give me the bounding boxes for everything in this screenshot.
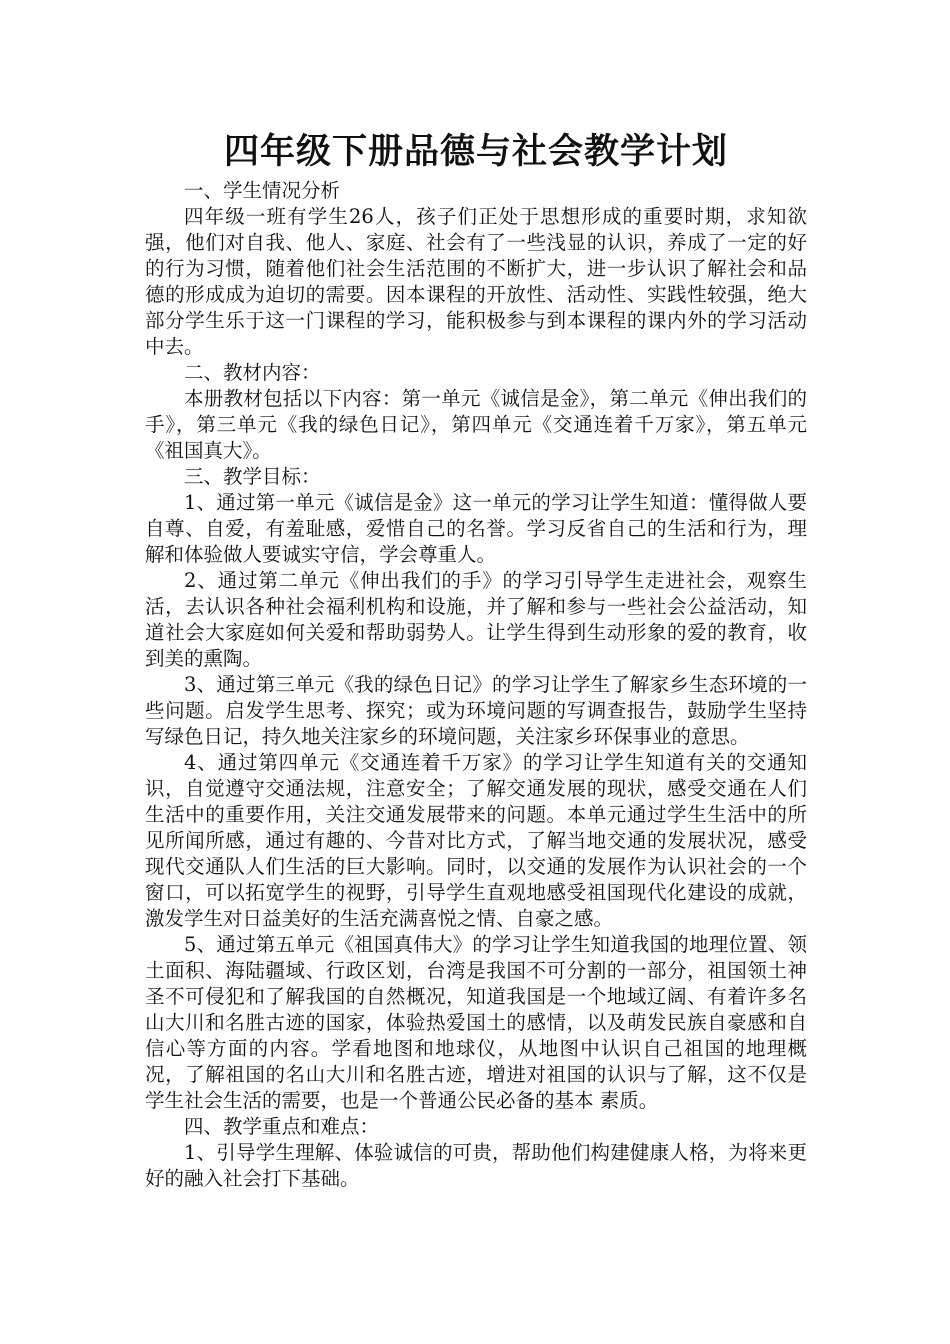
paragraph-goal-4: 4、通过第四单元《交通连着千万家》的学习让学生知道有关的交通知识，自觉遵守交通法规，注意安全；了解交通发展的现状，感受交通在人们生活中的重要作用，关注交通发展带来的问题。本单元通过学生生活中的所见所闻所感，通过有趣的、今昔对比方式，了解当地交通的发展状况，感受现代交通队人们生活的巨大影响。同时，以交通的发展作为认识社会的一个窗口，可以拓宽学生的视野，引导学生直观地感受祖国现代化建设的成就，激发学生对日益美好的生活充满喜悦之情、自豪之感。 [145, 751, 807, 930]
section-heading-teaching-goals: 三、教学目标： [184, 465, 321, 488]
document-title: 四年级下册品德与社会教学计划 [223, 131, 728, 172]
document-page [145, 128, 807, 1192]
paragraph-goal-2: 2、通过第二单元《伸出我们的手》的学习引导学生走进社会，观察生活，去认识各种社会福利机构和设施，并了解和参与一些社会公益活动，知道社会大家庭如何关爱和帮助弱势人。让学生得到生动形象的爱的教育，收到美的熏陶。 [145, 569, 807, 670]
paragraph-textbook-content: 本册教材包括以下内容：第一单元《诚信是金》，第二单元《伸出我们的手》，第三单元《我的绿色日记》，第四单元《交通连着千万家》，第五单元《祖国真大》。 [145, 387, 807, 462]
paragraph-goal-3: 3、通过第三单元《我的绿色日记》的学习让学生了解家乡生态环境的一些问题。启发学生思考、探究；或为环境问题的写调查报告，鼓励学生坚持写绿色日记，持久地关注家乡的环境问题，关注家乡环保事业的意思。 [145, 673, 807, 748]
paragraph-key-point-1: 1、引导学生理解、体验诚信的可贵，帮助他们构建健康人格，为将来更好的融入社会打下基础。 [145, 1141, 807, 1190]
paragraph-student-analysis: 四年级一班有学生26人，孩子们正处于思想形成的重要时期，求知欲强，他们对自我、他人、家庭、社会有了一些浅显的认识，养成了一定的好的行为习惯，随着他们社会生活范围的不断扩大，进一步认识了解社会和品德的形成成为迫切的需要。因本课程的开放性、活动性、实践性较强，绝大部分学生乐于这一门课程的学习，能积极参与到本课程的课内外的学习活动中去。 [145, 205, 807, 358]
paragraph-goal-5: 5、通过第五单元《祖国真伟大》的学习让学生知道我国的地理位置、领土面积、海陆疆域、行政区划，台湾是我国不可分割的一部分，祖国领土神圣不可侵犯和了解我国的自然概况，知道我国是一个地域辽阔、有着许多名山大川和名胜古迹的国家，体验热爱国土的感情，以及萌发民族自豪感和自信心等方面的内容。学看地图和地球仪，从地图中认识自己祖国的地理概况，了解祖国的名山大川和名胜古迹，增进对祖国的认识与了解，这不仅是学生社会生活的需要，也是一个普通公民必备的基本 素质。 [145, 933, 807, 1112]
section-heading-key-points: 四、教学重点和难点： [184, 1115, 380, 1138]
paragraph-goal-1: 1、通过第一单元《诚信是金》这一单元的学习让学生知道：懂得做人要自尊、自爱，有羞耻感，爱惜自己的名誉。学习反省自己的生活和行为，理解和体验做人要诚实守信，学会尊重人。 [145, 491, 807, 566]
section-heading-student-analysis: 一、学生情况分析 [184, 179, 341, 202]
section-heading-textbook-content: 二、教材内容： [184, 361, 321, 384]
